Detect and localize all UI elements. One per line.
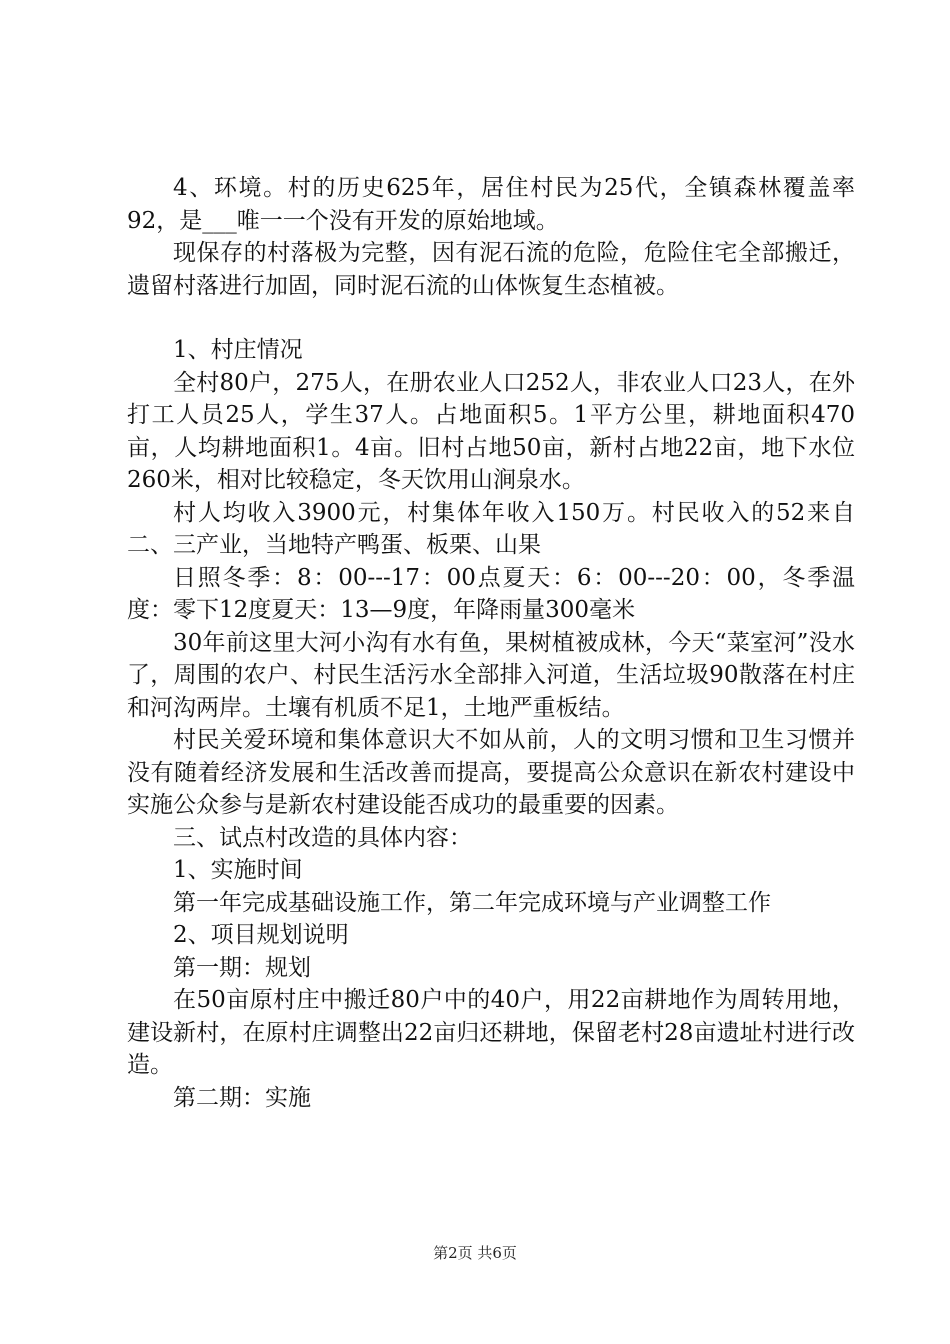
page-number-footer: 第2页 共6页 [433,1244,517,1262]
document-body [127,172,855,1114]
heading-project-plan: 2、项目规划说明 [173,922,349,948]
heading-village-situation: 1、村庄情况 [173,337,303,363]
heading-pilot-contents: 三、试点村改造的具体内容： [173,824,472,851]
paragraph-climate: 日照冬季：8：00---17：00点夏天：6：00---20：00，冬季温度：零下12度夏天：13—9度，年降雨量300毫米 [127,564,855,623]
heading-phase-one: 第一期：规划 [173,954,311,981]
section-spacer [127,302,855,334]
paragraph-village-preservation: 现保存的村落极为完整，因有泥石流的危险，危险住宅全部搬迁，遗留村落进行加固，同时泥石流的山体恢复生态植被。 [127,240,855,299]
paragraph-income: 村人均收入3900元，村集体年收入150万。村民收入的52来自二、三产业，当地特产鸭蛋、板栗、山果 [127,499,855,558]
heading-implementation-time: 1、实施时间 [173,857,303,883]
paragraph-public-awareness: 村民关爱环境和集体意识大不如从前，人的文明习惯和卫生习惯并没有随着经济发展和生活改善而提高，要提高公众意识在新农村建设中实施公众参与是新农村建设能否成功的最重要的因素。 [127,727,855,818]
paragraph-environment: 4、环境。村的历史625年，居住村民为25代，全镇森林覆盖率92，是___唯一一个没有开发的原始地域。 [127,175,855,234]
heading-phase-two: 第二期：实施 [173,1084,311,1111]
paragraph-river-pollution: 30年前这里大河小沟有水有鱼，果树植被成林，今天“菜室河”没水了，周围的农户、村民生活污水全部排入河道，生活垃圾90散落在村庄和河沟两岸。土壤有机质不足1，土地严重板结。 [127,629,855,721]
paragraph-implementation-time: 第一年完成基础设施工作，第二年完成环境与产业调整工作 [173,889,771,916]
paragraph-phase-one: 在50亩原村庄中搬迁80户中的40户，用22亩耕地作为周转用地，建设新村，在原村庄调整出22亩归还耕地，保留老村28亩遗址村进行改造。 [127,987,855,1078]
paragraph-population-land: 全村80户，275人，在册农业人口252人，非农业人口23人，在外打工人员25人，学生37人。占地面积5。1平方公里，耕地面积470亩，人均耕地面积1。4亩。旧村占地50亩，新村占地22亩，地下水位260米，相对比较稳定，冬天饮用山涧泉水。 [127,369,855,493]
